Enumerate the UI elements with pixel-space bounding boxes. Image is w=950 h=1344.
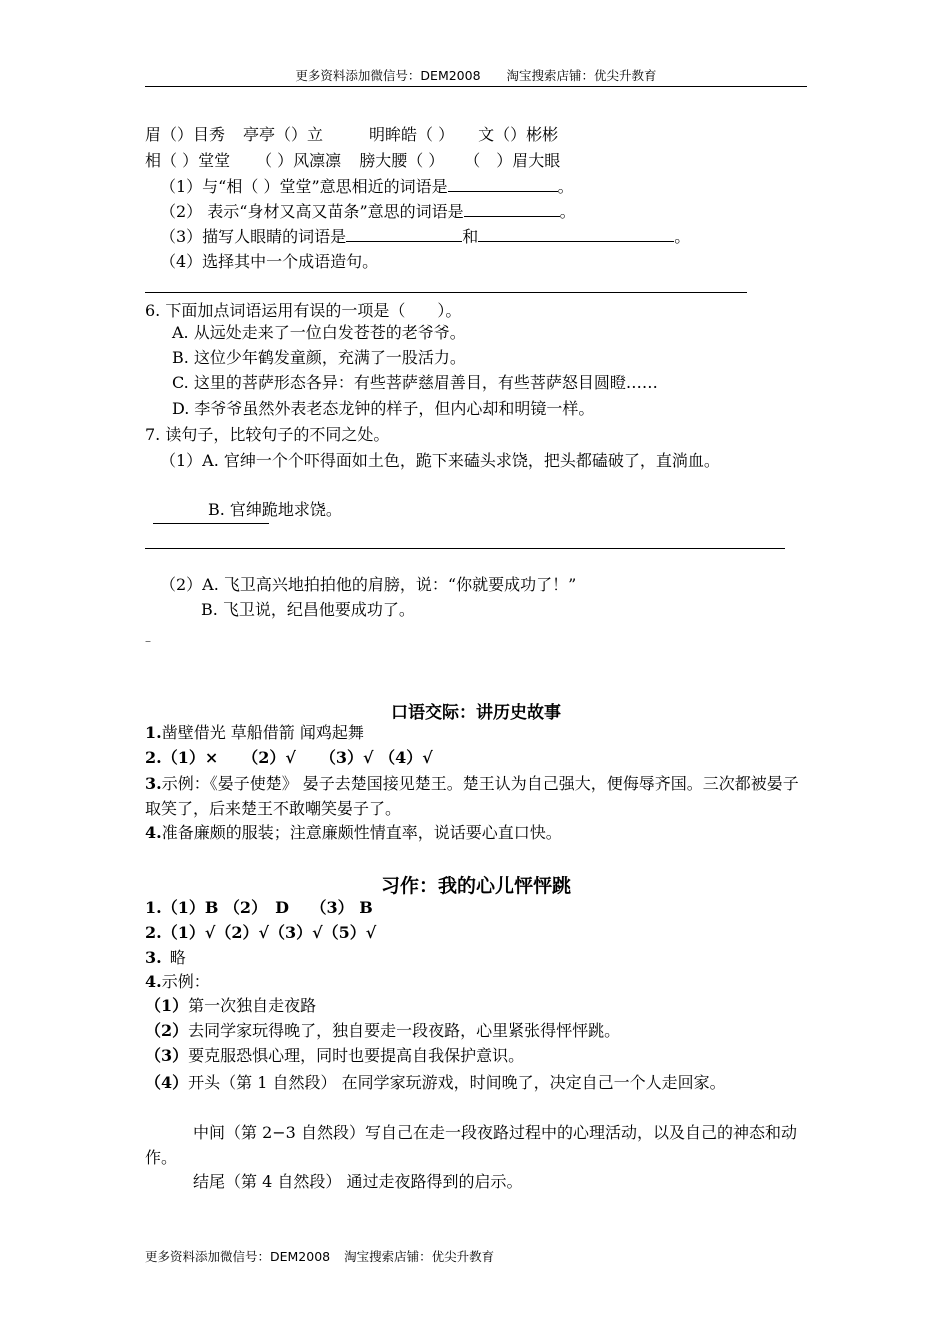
writing-step-2: （2）去同学家玩得晚了，独自要走一段夜路，心里紧张得怦怦跳。	[145, 1021, 621, 1040]
q6-option-d: D. 李爷爷虽然外表老态龙钟的样子，但内心却和明镜一样。	[172, 399, 595, 418]
sentence-answer-line[interactable]	[145, 292, 747, 293]
footer-shop: 淘宝搜索店铺：优尖升教育	[344, 1249, 495, 1264]
writing-answer-2: 2.（1）√（2）√（3）√（5）√	[145, 923, 377, 942]
writing-step-1: （1）第一次独自走夜路	[145, 996, 317, 1015]
q6-option-c: C. 这里的菩萨形态各异：有些菩萨慈眉善目，有些菩萨怒目圆瞪……	[172, 373, 658, 392]
writing-step-3: （3）要克服恐惧心理，同时也要提高自我保护意识。	[145, 1046, 525, 1065]
answer-blank[interactable]	[464, 200, 560, 217]
answer-blank[interactable]	[448, 175, 558, 192]
q7-part2-a: （2）A. 飞卫高兴地拍拍他的肩膀，说：“你就要成功了！”	[160, 575, 577, 594]
oral-answer-1: 1.凿壁借光 草船借箭 闻鸡起舞	[145, 723, 364, 742]
idiom-item: 相（ ）堂堂	[145, 151, 231, 170]
q6-option-a: A. 从远处走来了一位白发苍苍的老爷爷。	[172, 323, 466, 342]
idiom-item: 膀大腰（ ）	[359, 151, 445, 170]
oral-answer-3: 3.示例：《晏子使楚》 晏子去楚国接见楚王。楚王认为自己强大，便侮辱齐国。三次都被晏子取笑了，后来楚王不敢嘲笑晏子了。	[145, 774, 799, 818]
oral-answer-4: 4.准备廉颇的服装；注意廉颇性情直率，说话要心直口快。	[145, 823, 562, 842]
writing-step-4: （4）开头（第 1 自然段） 在同学家玩游戏，时间晚了，决定自己一个人走回家。	[145, 1073, 726, 1092]
q5-sub2: （2） 表示“身材又高又苗条”意思的词语是 。	[160, 202, 576, 221]
q5-sub1: （1）与“相（ ）堂堂”意思相近的词语是 。	[160, 177, 574, 196]
header-wechat: 更多资料添加微信号：DEM2008	[295, 68, 481, 83]
writing-section-title: 习作：我的心儿怦怦跳	[380, 875, 571, 897]
writing-answer-3: 3. 略	[145, 948, 186, 967]
idiom-row-2	[145, 150, 560, 172]
header-shop: 淘宝搜索店铺：优尖升教育	[506, 68, 657, 83]
q7-stem: 7. 读句子，比较句子的不同之处。	[145, 425, 390, 444]
idiom-item: 亭亭（）立	[243, 125, 324, 144]
writing-answer-1: 1.（1）B （2） D （3） B	[145, 898, 373, 917]
q6-option-b: B. 这位少年鹤发童颜，充满了一股活力。	[172, 348, 466, 367]
q7-part2-b: B. 飞卫说，纪昌他要成功了。	[201, 600, 415, 619]
idiom-row-1	[145, 124, 558, 146]
writing-end: 结尾（第 4 自然段） 通过走夜路得到的启示。	[193, 1172, 523, 1191]
q6-stem: 6. 下面加点词语运用有误的一项是（ ）。	[145, 301, 462, 320]
q5-sub3: （3）描写人眼睛的词语是 和 。	[160, 227, 691, 246]
oral-section-title: 口语交际：讲历史故事	[391, 703, 561, 723]
q7-part1-a: （1）A. 官绅一个个吓得面如土色，跪下来磕头求饶，把头都磕破了，直淌血。	[160, 451, 720, 470]
page-header	[145, 66, 807, 87]
idiom-item: 文（）彬彬	[478, 125, 559, 144]
answer-line[interactable]	[145, 548, 785, 549]
q7-part1-b: B. 官绅跪地求饶。	[208, 500, 342, 519]
oral-answer-2: 2.（1）× （2）√ （3）√ （4）√	[145, 748, 433, 767]
dash-mark: –	[145, 634, 151, 648]
writing-middle: 中间（第 2−3 自然段）写自己在走一段夜路过程中的心理活动，以及自己的神态和动作。	[145, 1123, 797, 1167]
answer-blank[interactable]	[346, 225, 462, 242]
idiom-item: 眉（）目秀	[145, 125, 226, 144]
answer-blank[interactable]	[478, 225, 674, 242]
idiom-item: （ ）风凛凛	[256, 151, 342, 170]
q5-sub4: （4）选择其中一个成语造句。	[160, 252, 379, 271]
answer-line[interactable]	[153, 523, 269, 524]
footer-wechat: 更多资料添加微信号：DEM2008	[145, 1249, 331, 1264]
idiom-item: （ ）眉大眼	[464, 151, 561, 170]
idiom-item: 明眸皓（ ）	[369, 125, 455, 144]
writing-answer-4: 4.示例：	[145, 972, 210, 991]
page-footer	[145, 1247, 494, 1265]
